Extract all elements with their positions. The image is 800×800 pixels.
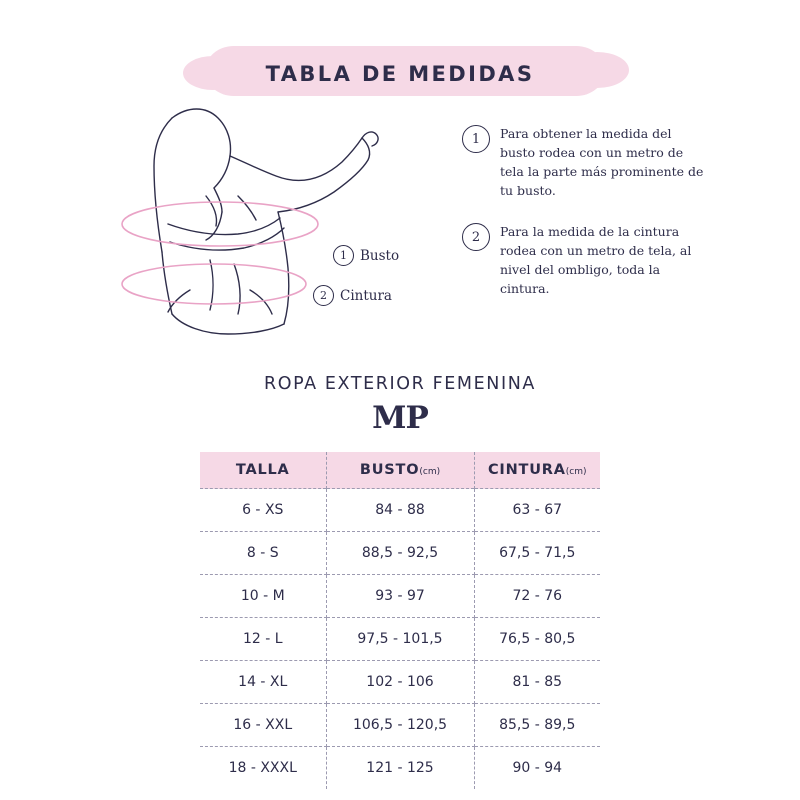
body-measurement-illustration <box>110 100 440 350</box>
figure-label-cintura <box>313 285 392 306</box>
step-2-badge-icon: 2 <box>462 223 490 251</box>
cell-talla: 16 - XXL <box>200 704 326 747</box>
column-header-talla <box>200 452 326 489</box>
column-header-busto <box>326 452 474 489</box>
table-row <box>200 489 600 532</box>
table-row <box>200 704 600 747</box>
instructions-list <box>462 124 722 320</box>
instruction-item <box>462 222 722 298</box>
column-header-busto-unit: (cm) <box>419 467 441 477</box>
column-header-cintura-label: CINTURA <box>487 462 566 478</box>
cell-cintura: 76,5 - 80,5 <box>474 618 600 661</box>
cell-cintura: 81 - 85 <box>474 661 600 704</box>
cell-busto: 84 - 88 <box>326 489 474 532</box>
cell-busto: 102 - 106 <box>326 661 474 704</box>
table-row <box>200 575 600 618</box>
cell-talla: 10 - M <box>200 575 326 618</box>
cell-talla: 14 - XL <box>200 661 326 704</box>
cell-busto: 93 - 97 <box>326 575 474 618</box>
column-header-cintura <box>474 452 600 489</box>
column-header-cintura-unit: (cm) <box>565 467 587 477</box>
instruction-item <box>462 124 722 200</box>
size-table <box>200 452 600 789</box>
cell-busto: 106,5 - 120,5 <box>326 704 474 747</box>
table-row <box>200 532 600 575</box>
cell-cintura: 85,5 - 89,5 <box>474 704 600 747</box>
table-row <box>200 661 600 704</box>
cell-talla: 12 - L <box>200 618 326 661</box>
cell-busto: 121 - 125 <box>326 747 474 790</box>
figure-marker-2-icon: 2 <box>313 285 334 306</box>
cell-cintura: 67,5 - 71,5 <box>474 532 600 575</box>
cell-cintura: 72 - 76 <box>474 575 600 618</box>
table-row <box>200 747 600 790</box>
figure-label-busto <box>333 245 399 266</box>
size-table-wrapper <box>200 452 600 789</box>
cell-cintura: 63 - 67 <box>474 489 600 532</box>
cell-talla: 6 - XS <box>200 489 326 532</box>
cell-busto: 97,5 - 101,5 <box>326 618 474 661</box>
page-title-banner <box>0 46 800 102</box>
torso-figure-svg <box>110 100 440 350</box>
instruction-text: Para la medida de la cintura rodea con un metro de tela, al nivel del ombligo, toda la cintura. <box>500 224 692 296</box>
figure-marker-1-icon: 1 <box>333 245 354 266</box>
brand-logo: MP <box>372 400 428 436</box>
cell-talla: 8 - S <box>200 532 326 575</box>
instruction-text: Para obtener la medida del busto rodea con un metro de tela la parte más prominente de tu busto. <box>500 126 704 198</box>
cell-cintura: 90 - 94 <box>512 760 563 776</box>
page-title: TABLA DE MEDIDAS <box>265 62 535 86</box>
figure-label-busto-text: Busto <box>360 247 400 264</box>
cell-talla: 18 - XXXL <box>200 747 326 790</box>
column-header-busto-label: BUSTO <box>359 462 420 478</box>
section-title: ROPA EXTERIOR FEMENINA <box>264 374 536 394</box>
cell-busto: 88,5 - 92,5 <box>326 532 474 575</box>
table-header-row <box>200 452 600 489</box>
table-row <box>200 618 600 661</box>
step-1-badge-icon: 1 <box>462 125 490 153</box>
column-header-talla-label: TALLA <box>235 462 290 478</box>
figure-label-cintura-text: Cintura <box>340 287 392 304</box>
